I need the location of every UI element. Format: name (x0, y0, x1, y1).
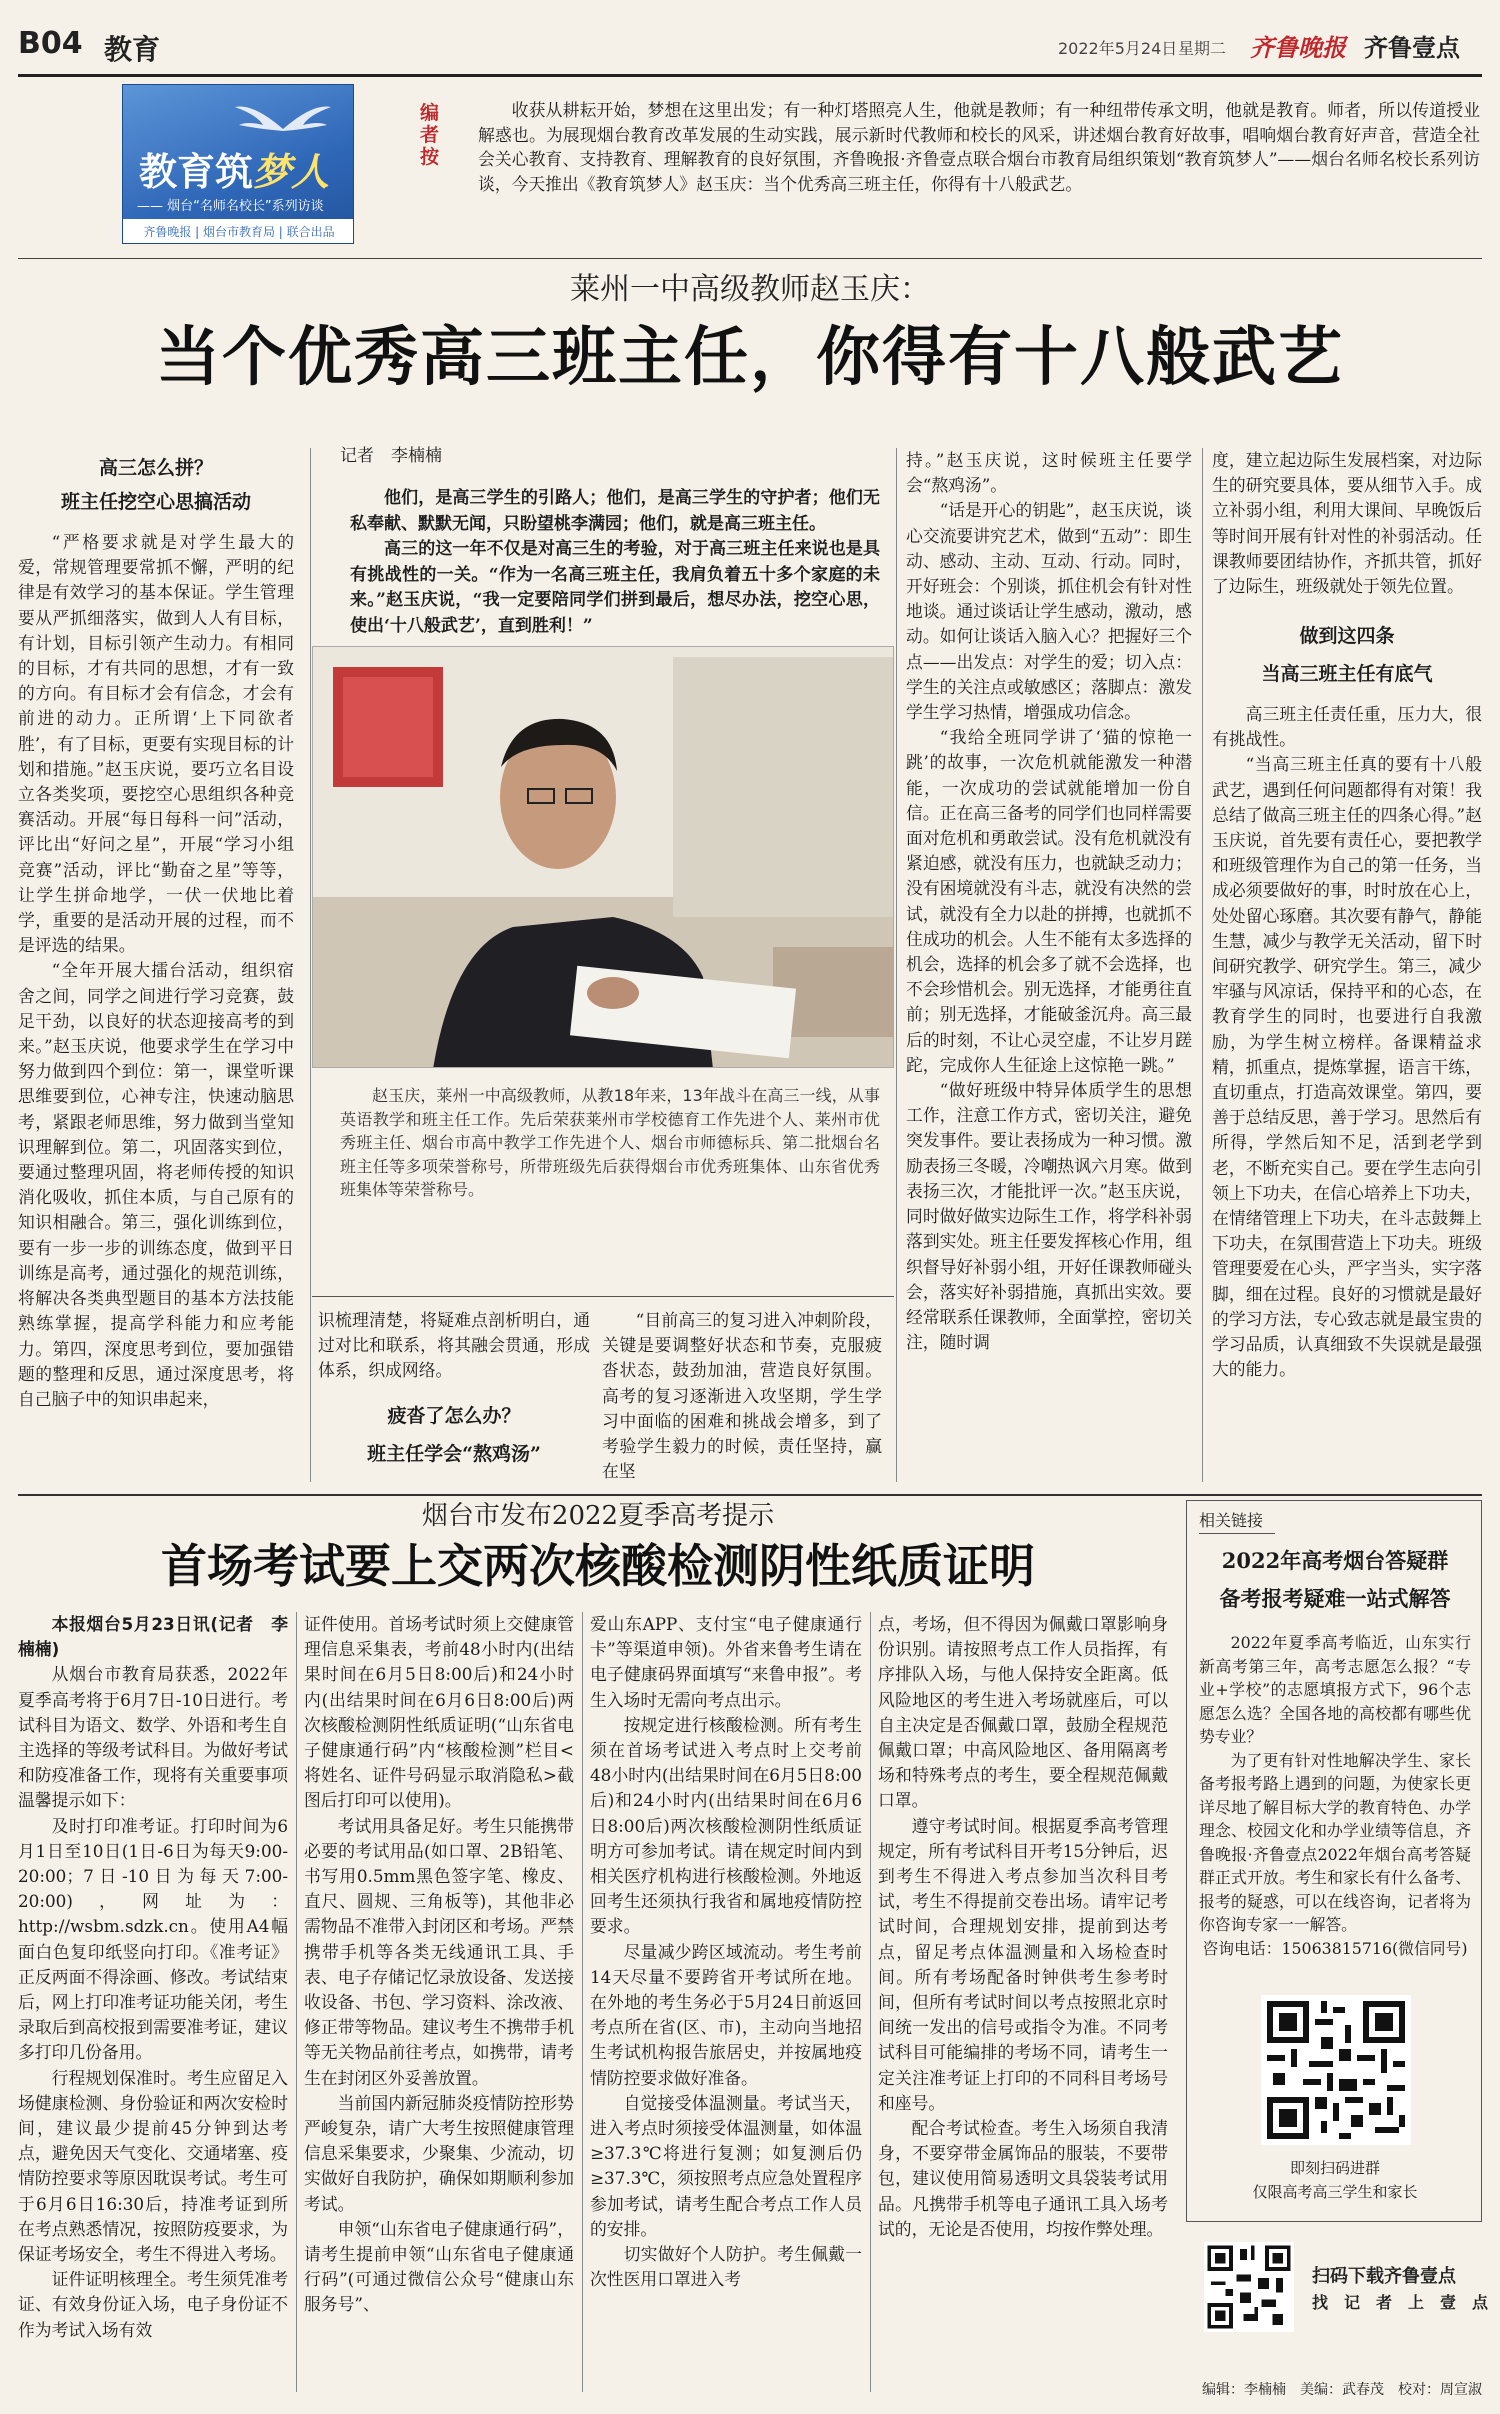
related-link-box (1186, 1500, 1482, 2222)
paragraph: “当高三班主任真的要有十八般武艺，遇到任何问题都得有对策！我总结了做高三班主任的四条心得。”赵玉庆说，首先要有责任心，要把教学和班级管理作为自己的第一任务，当成必须要做好的事，时时放在心上，处处留心琢磨。其次要有静气，静能生慧，减少与教学无关活动，留下时间研究教学、研究学生。第三，减少牢骚与风凉话，保持平和的心态，在教育学生的同时，也要进行自我激励，为学生树立榜样。备课精益求精，抓重点，提炼掌握，语言干练，直切重点，打造高效课堂。第四，要善于总结反思，善于学习。思然后有所得，学然后知不足，活到老学到老，不断充实自己。要在学生志向引领上下功夫，在信心培养上下功夫，在情绪管理上下功夫，在斗志鼓舞上下功夫，在氛围营造上下功夫。班级管理要爱在心头，严字当头，实字落脚，细在过程。良好的习惯就是最好的学习方法，专心致志就是最宝贵的学习品质，认真细致不失误就是最强大的能力。 (1212, 754, 1482, 1380)
paragraph: 切实做好个人防护。考生佩戴一次性医用口罩进入考 (590, 2244, 862, 2290)
paragraph: 他们，是高三学生的引路人；他们，是高三学生的守护者；他们无私奉献、默默无闻，只盼望桃李满园；他们，就是高三班主任。 (350, 488, 880, 534)
paragraph: 当前国内新冠肺炎疫情防控形势严峻复杂，请广大考生按照健康管理信息采集要求，少聚集、少流动，切实做好自我防护，确保如期顺利参加考试。 (304, 2092, 574, 2214)
story2-headline: 首场考试要上交两次核酸检测阴性纸质证明 (161, 1539, 1035, 1593)
paragraph: 遵守考试时间。根据夏季高考管理规定，所有考试科目开考15分钟后，迟到考生不得进入考点参加当次科目考试，考生不得提前交卷出场。请牢记考试时间，合理规划安排，提前到达考点，留足考点体温测量和入场检查时间。所有考场配备时钟供考生参考时间，但所有考试时间以考点按照北京时间统一发出的信号或指令为准。不同考试科目可能编排的考场不同，请考生一定关注准考证上打印的不同科目考场号和座号。 (878, 1815, 1168, 2113)
note-rule (18, 258, 1482, 259)
banner-foot: 齐鲁晚报 | 烟台市教育局 | 联合出品 (123, 219, 354, 244)
issue-date: 2022年5月24日 (1058, 39, 1178, 58)
banner-title (139, 141, 329, 196)
qr-caption-1: 即刻扫码进群 (1289, 2159, 1380, 2177)
story2-col3 (590, 1612, 862, 2392)
related-link-tag: 相关链接 (1199, 1509, 1275, 1534)
editor-note-text: 收获从耕耘开始，梦想在这里出发；有一种灯塔照亮人生，他就是教师；有一种纽带传承文明，他就是教育。师者，所以传道授业解惑也。为展现烟台教育改革发展的生动实践，展示新时代教师和校长的风采，讲述烟台教育好故事，唱响烟台教育好声音，营造全社会关心教育、支持教育、理解教育的良好氛围，齐鲁晚报·齐鲁壹点联合烟台市教育局组织策划“教育筑梦人”——烟台名师名校长系列访谈，今天推出《教育筑梦人》赵玉庆：当个优秀高三班主任，你得有十八般武艺。 (478, 100, 1480, 194)
paragraph: 申领“山东省电子健康通行码”，请考生提前申领“山东省电子健康通行码”(可通过微信公众号“健康山东服务号”、 (304, 2218, 574, 2315)
series-banner (122, 84, 354, 244)
paragraph: 考试用具备足好。考生只能携带必要的考试用品(如口罩、2B铅笔、书写用0.5mm黑色签字笔、橡皮、直尺、圆规、三角板等)，其他非必需物品不准带入封闭区和考场。严禁携带手机等各类无线通讯工具、手表、电子存储记忆录放设备、发送接收设备、书包、学习资料、涂改液、修正带等物品。建议考生不携带手机等无关物品前往考点，如携带，请考生在封闭区外妥善放置。 (304, 1815, 574, 2088)
issue-weekday: 星期二 (1178, 39, 1227, 58)
app-qr-code-icon[interactable] (1204, 2242, 1294, 2332)
section-name: 教育 (104, 33, 161, 66)
banner-title-part1: 教育筑 (139, 150, 254, 194)
footer-credits: 编辑：李楠楠 美编：武春茂 校对：周宣淑 (1202, 2382, 1482, 2398)
paragraph: 高三的这一年不仅是对高三生的考验，对于高三班主任来说也是具有挑战性的一关。“作为一名高三班主任，我肩负着五十多个家庭的未来。”赵玉庆说，“我一定要陪同学们拼到最后，想尽办法，挖空心思，使出‘十八般武艺’，直到胜利！” (350, 539, 880, 636)
story1-headline: 当个优秀高三班主任，你得有十八般武艺 (156, 320, 1344, 395)
wings-icon (233, 99, 333, 139)
s2-divider-3 (870, 1612, 871, 2392)
paragraph: 识梳理清楚，将疑难点剖析明白，通过对比和联系，将其融会贯通，形成体系，织成网络。 (318, 1310, 590, 1381)
brand-qilu-yidian: 齐鲁壹点 (1364, 34, 1460, 62)
related-link-body (1199, 1631, 1471, 1981)
paragraph: “我给全班同学讲了‘猫的惊艳一跳’的故事，一次危机就能激发一种潜能，一次成功的尝试就能增加一份自信。正在高三备考的同学们也同样需要面对危机和勇敢尝试。没有危机就没有紧迫感，就没有压力，也就缺乏动力；没有困境就没有斗志，就没有决然的尝试，就没有全力以赴的拼搏，也就抓不住成功的机会。人生不能有太多选择的机会，选择的机会多了就不会选择，也不会珍惜机会。别无选择，才能勇往直前；别无选择，才能破釜沉舟。高三最后的时刻，不让心灵空虚，不让岁月蹉跎，完成你人生征途上这惊艳一跳。” (906, 727, 1192, 1075)
paragraph: “严格要求就是对学生最大的爱，常规管理要常抓不懈，严明的纪律是有效学习的基本保证。学生管理要从严抓细落实，做到人人有目标，有计划，目标引领产生动力。有相同的目标，才有共同的思想，才有一致的方向。有目标才会有信念，才会有前进的动力。正所谓‘上下同欲者胜’，有了目标，更要有实现目标的计划和措施。”赵玉庆说，要巧立名目设立各类奖项，要挖空心思组织各种竞赛活动。开展“每日每科一问”活动，评比出“好问之星”，开展“学习小组竞赛”活动，评比“勤奋之星”等等，让学生拼命地学，一伏一伏地比着学，重要的是活动开展的过程，而不是评选的结果。 (18, 532, 294, 956)
header-rule (18, 74, 1482, 77)
col5-divider (1202, 448, 1203, 1482)
story2-col2 (304, 1612, 574, 2392)
related-link-title-2: 备考报考疑难一站式解答 (1219, 1586, 1451, 1611)
col1-subhead-1: 高三怎么拼？ (98, 457, 213, 479)
paragraph: 配合考试检查。考生入场须自我清身，不要穿带金属饰品的服装，不要带包，建议使用简易透明文具袋装考试用品。凡携带手机等电子通讯工具入场考试的，无论是否使用，均按作弊处理。 (878, 2118, 1168, 2239)
editor-note-label-text: 编者按 (420, 102, 440, 168)
banner-title-part2: 梦人 (253, 150, 330, 194)
paragraph: 持。”赵玉庆说，这时候班主任要学会“熬鸡汤”。 (906, 450, 1192, 496)
byline: 记者 李楠楠 (340, 446, 442, 466)
paragraph: 证件证明核理全。考生须凭准考证、有效身份证入场，电子身份证不作为考试入场有效 (18, 2269, 288, 2340)
paragraph: “全年开展大擂台活动，组织宿舍之间，同学之间进行学习竞赛，鼓足干劲，以良好的状态迎接高考的到来。”赵玉庆说，他要求学生在学习中努力做到四个到位：第一，课堂听课思维要到位，心神专注，快速动脑思考，紧跟老师思维，努力做到当堂知识理解到位。第二，巩固落实到位，要通过整理巩固，将老师传授的知识消化吸收，抓住本质，与自己原有的知识相融合。第三，强化训练到位，要有一步一步的训练态度，做到平日训练是高考，通过强化的规范训练，将解决各类典型题目的基本方法技能熟练掌握，提高学科能力和应考能力。第四，深度思考到位，要加强错题的整理和反思，通过深度思考，将自己脑子中的知识串起来， (18, 960, 294, 1409)
s2-divider-2 (582, 1612, 583, 2392)
paragraph: 及时打印准考证。打印时间为6月1日至10日(1日-6日为每天9:00-20:00；7日-10日为每天7:00-20:00)，网址为：http://wsbm.sdzk.cn。使用A4幅面白色复印纸竖向打印。《准考证》正反两面不得涂画、修改。考试结束后，网上打印准考证功能关闭，考生录取后到高校报到需要准考证，建议多打印几份备用。 (18, 1815, 288, 2063)
col2-subhead-1: 疲沓了怎么办？ (387, 1405, 521, 1427)
col5-subhead-2: 当高三班主任有底气 (1261, 663, 1433, 685)
story1-col3b (602, 1308, 882, 1484)
story2-col4 (878, 1612, 1168, 2392)
qr-code-icon[interactable] (1261, 1995, 1411, 2145)
paragraph: 为了更有针对性地解决学生、家长备考报考路上遇到的问题，为使家长更详尽地了解目标大学的教育特色、办学理念、校园文化和办学业绩等信息，齐鲁晚报·齐鲁壹点2022年烟台高考答疑群正式开放。考生和家长有什么备考、报考的疑惑，可以在线咨询，记者将为你咨询专家一一解答。 (1199, 1750, 1471, 1934)
col2-subhead-2: 班主任学会“熬鸡汤” (367, 1443, 541, 1465)
app-download-ad (1186, 2236, 1489, 2346)
banner-subtitle: —— 烟台“名师名校长”系列访谈 (137, 199, 324, 214)
paragraph: 行程规划保准时。考生应留足入场健康检测、身份验证和两次安检时间，建议最少提前45分钟到达考点，避免因天气变化、交通堵塞、疫情防控要求等原因耽误考试。考生可于6月6日16:30后，持准考证到所在考点熟悉情况，按照防疫要求，为保证考场安全，考生不得进入考场。 (18, 2067, 288, 2265)
teacher-portrait-image (313, 647, 894, 1068)
col1-subhead-2: 班主任挖空心思搞活动 (60, 491, 251, 513)
col4-divider (896, 448, 897, 1482)
paragraph: 尽量减少跨区域流动。考生考前14天尽量不要跨省开考试所在地。在外地的考生务必于5月24日前返回考点所在省(区、市)，主动向当地招生考试机构报告旅居史，并按属地疫情防控要求做好准备。 (590, 1941, 862, 2088)
paragraph: 咨询电话：15063815716(微信同号) (1202, 1938, 1468, 1958)
paragraph: 从烟台市教育局获悉，2022年夏季高考将于6月7日-10日进行。考试科目为语文、数学、外语和考生自主选择的等级考试科目。为做好考试和防疫准备工作，现将有关重要事项温馨提示如下： (18, 1664, 288, 1811)
story1-col2b (318, 1308, 590, 1384)
paragraph: 点，考场，但不得因为佩戴口罩影响身份识别。请按照考点工作人员指挥，有序排队入场，与他人保持安全距离。低风险地区的考生进入考场就座后，可以自主决定是否佩戴口罩，鼓励全程规范佩戴口罩；中高风险地区、备用隔离考场和特殊考点的考生，要全程规范佩戴口罩。 (878, 1614, 1168, 1811)
story1-col1 (18, 530, 294, 1482)
paragraph: 证件使用。首场考试时须上交健康管理信息采集表，考前48小时内(出结果时间在6月5日8:00后)和24小时内(出结果时间在6月6日8:00后)两次核酸检测阴性纸质证明(“山东省电子健康通行码”内“核酸检测”栏目<将姓名、证件号码显示取消隐私>截图后打印可以使用)。 (304, 1614, 574, 1811)
app-ad-line-1: 扫码下载齐鲁壹点 (1312, 2266, 1456, 2287)
dateline-text: 本报烟台5月23日讯(记者 李楠楠) (18, 1614, 288, 1660)
story1-col4 (906, 448, 1192, 1482)
paragraph: 爱山东APP、支付宝“电子健康通行卡”等渠道申领)。外省来鲁考生请在电子健康码界面填写“来鲁申报”。考生入场时无需向考点出示。 (590, 1614, 862, 1710)
dateline (18, 1612, 288, 1662)
story2-col1 (18, 1612, 288, 2392)
caption-rule (312, 1296, 894, 1297)
paragraph: “做好班级中特异体质学生的思想工作，注意工作方式，密切关注，避免突发事件。要让表扬成为一种习惯。激励表扬三冬暖，冷嘲热讽六月寒。做到表扬三次，才能批评一次。”赵玉庆说，同时做好做实边际生工作，将学科补弱落到实处。班主任要发挥核心作用，组织督导好补弱小组，开好任课教师碰头会，落实好补弱措施，真抓出实效。要经常联系任课教师，全面掌控，密切关注，随时调 (906, 1080, 1192, 1353)
paragraph: 按规定进行核酸检测。所有考生须在首场考试进入考点时上交考前48小时内(出结果时间在6月5日8:00后)和24小时内(出结果时间在6月6日8:00后)两次核酸检测阴性纸质证明方可参加考试。请在规定时间内到相关医疗机构进行核酸检测。外地返回考生还须执行我省和属地疫情防控要求。 (590, 1714, 862, 1937)
paragraph: 度，建立起边际生发展档案，对边际生的研究要具体，要从细节入手。成立补弱小组，利用大课间、早晚饭后等时间开展有针对性的补弱活动。任课教师要团结协作，齐抓共管，抓好了边际生，班级就处于领先位置。 (1212, 450, 1482, 597)
story1-col5b (1212, 702, 1482, 1482)
s2-divider-1 (296, 1612, 297, 2392)
brand-qilu-evening: 齐鲁晚报 (1250, 33, 1346, 62)
paragraph: 自觉接受体温测量。考试当天，进入考点时须接受体温测量，如体温≥37.3℃将进行复测；如复测后仍≥37.3℃，须按照考点应急处置程序参加考试，请考生配合考点工作人员的安排。 (590, 2092, 862, 2239)
paragraph: 2022年夏季高考临近，山东实行新高考第三年，高考志愿怎么报？“专业+学校”的志愿填报方式下，96个志愿怎么选？全国各地的高校都有哪些优势专业？ (1199, 1633, 1471, 1746)
paragraph: “话是开心的钥匙”，赵玉庆说，谈心交流要讲究艺术，做到“五动”：即生动、感动、主动、互动、行动。同时，开好班会：个别谈，抓住机会有针对性地谈。通过谈话让学生感动，激动，感动。如何让谈话入脑入心？把握好三个点——出发点：对学生的爱；切入点：学生的关注点或敏感区；落脚点：激发学生学习热情，增强成功信念。 (906, 500, 1192, 723)
photo-caption: 赵玉庆，莱州一中高级教师，从教18年来，13年战斗在高三一线，从事英语教学和班主任工作。先后荣获莱州市学校德育工作先进个人、莱州市优秀班主任、烟台市高中教学工作先进个人、烟台市师德标兵、第二批烟台名班主任等多项荣誉称号，所带班级先后获得烟台市优秀班集体、山东省优秀班集体等荣誉称号。 (340, 1086, 880, 1199)
paragraph: “目前高三的复习进入冲刺阶段，关键是要调整好状态和节奏，克服疲沓状态，鼓劲加油，营造良好氛围。高考的复习逐渐进入攻坚期，学生学习中面临的困难和挑战会增多，到了考验学生毅力的时候，责任坚持，赢在坚 (602, 1310, 882, 1482)
col1-divider (310, 448, 311, 1482)
story1-kicker: 莱州一中高级教师赵玉庆： (570, 272, 930, 307)
page-header (18, 22, 1482, 72)
story2-kicker: 烟台市发布2022夏季高考提示 (421, 1501, 775, 1531)
page-number: B04 (18, 26, 83, 61)
qr-caption-2: 仅限高考高三学生和家长 (1252, 2183, 1418, 2201)
paragraph: 高三班主任责任重，压力大，很有挑战性。 (1212, 704, 1482, 750)
teacher-photo (312, 646, 894, 1068)
related-link-title-1: 2022年高考烟台答疑群 (1221, 1548, 1449, 1573)
app-ad-line-2: 找 记 者 上 壹 点 (1312, 2293, 1489, 2312)
col5-subhead-1: 做到这四条 (1299, 625, 1395, 647)
story1-col5 (1212, 448, 1482, 608)
editor-note-label (420, 102, 442, 168)
